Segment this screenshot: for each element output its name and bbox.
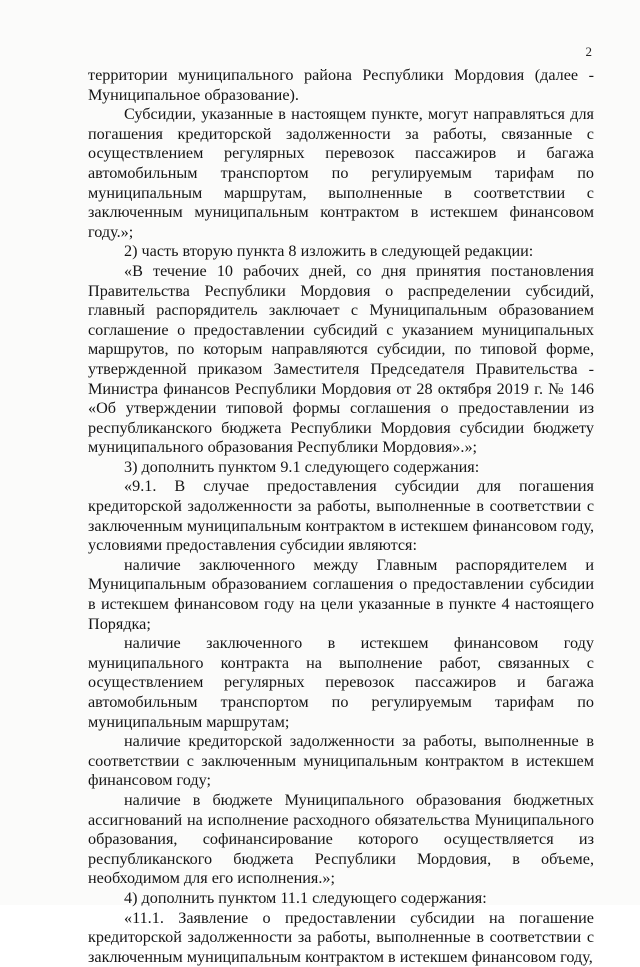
paragraph-6: «9.1. В случае предоставления субсидии для погашения кредиторской задолженности за работы, выполненные в соответствии с заключенным муниципальным контрактом в истекшем финансовом году, условиями предоставления субсидии являются: <box>88 477 594 555</box>
paragraph-11: 4) дополнить пунктом 11.1 следующего содержания: <box>124 888 487 907</box>
paragraph-3: 2) часть вторую пункта 8 изложить в следующей редакции: <box>124 242 534 261</box>
paragraph-10: наличие в бюджете Муниципального образования бюджетных ассигнований на исполнение расходного обязательства Муниципального образования, софинансирование которого осуществляется из республиканского бюджета Республики Мордовия, в объеме, необходимом для его исполнения.»; <box>88 790 594 888</box>
paragraph-5: 3) дополнить пунктом 9.1 следующего содержания: <box>124 457 480 476</box>
paragraph-12: «11.1. Заявление о предоставлении субсидии на погашение кредиторской задолженности за работы, выполненные в соответствии с заключенным муниципальным контрактом в истекшем финансовом году, <box>88 908 594 966</box>
paragraph-7: наличие заключенного между Главным распорядителем и Муниципальным образованием соглашения о предоставлении субсидии в истекшем финансовом году на цели указанные в пункте 4 настоящего Порядка; <box>88 555 594 633</box>
paragraph-8: наличие заключенного в истекшем финансовом году муниципального контракта на выполнение работ, связанных с осуществлением регулярных перевозок пассажиров и багажа автомобильным транспортом по регулируемым тарифам по муниципальным маршрутам; <box>88 634 594 731</box>
paragraph-1: территории муниципального района Республики Мордовия (далее - Муниципальное образование). <box>88 66 594 104</box>
paragraph-2: Субсидии, указанные в настоящем пункте, могут направляться для погашения кредиторской задолженности за работы, связанные с осуществлением регулярных перевозок пассажиров и багажа автомобильным транспортом по регулируемым тарифам по муниципальным маршрутам, выполненные в соответствии с заключенным муниципальным контрактом в истекшем финансовом году.»; <box>88 105 594 241</box>
paragraph-9: наличие кредиторской задолженности за работы, выполненные в соответствии с заключенным муниципальным контрактом в истекшем финансовом году; <box>88 732 594 790</box>
paragraph-4: «В течение 10 рабочих дней, со дня принятия постановления Правительства Республики Мордовия о распределении субсидий, главный распорядитель заключает с Муниципальным образованием соглашение о предоставлении субсидий с указанием муниципальных маршрутов, по которым направляются субсидии, по типовой форме, утвержденной приказом Заместителя Председателя Правительства - Министра финансов Республики Мордовия от 28 октября 2019 г. № 146 «Об утверждении типовой формы соглашения о предоставлении из республиканского бюджета Республики Мордовия субсидии бюджету муниципального образования Республики Мордовия».»; <box>88 261 594 457</box>
document-body <box>88 66 594 967</box>
page-number: 2 <box>585 44 592 59</box>
